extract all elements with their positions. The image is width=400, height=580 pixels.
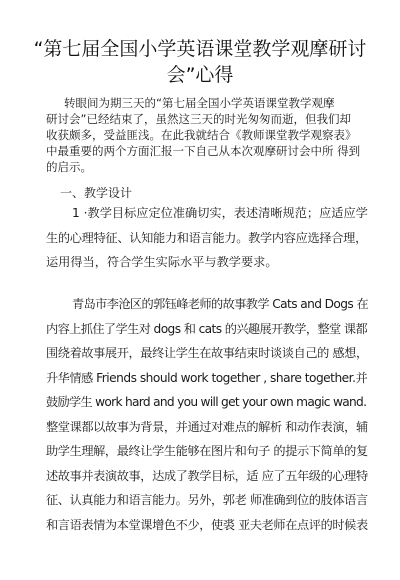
item-1-paragraph <box>46 201 368 275</box>
item-1-line: 1 ·教学目标应定位准确切实，表述清晰规范；应适应学 <box>72 206 368 220</box>
intro-line: 收获颇多，受益匪浅。在此我就结合《教师课堂教学观察表》 <box>46 128 357 142</box>
title-line-1: “第七届全国小学英语课堂教学观摩研讨 <box>33 38 367 60</box>
story-line: 整堂课都以故事为背景，并通过对难点的解析 和动作表演，辅 <box>46 419 368 434</box>
story-line: 述故事并表演故事，达成了教学目标，适 应了五年级的心理特 <box>46 468 368 483</box>
story-line: 内容上抓住了学生对 dogs 和 cats 的兴趣展开教学，整堂 课都 <box>46 321 368 336</box>
story-line: 围绕着故事展开，最终让学生在故事结束时谈谈自己的 感想， <box>46 346 368 360</box>
item-1-line: 生的心理特征、认知能力和语言能力。教学内容应选择合理， <box>46 230 367 245</box>
story-line: 助学生理解，最终让学生能够在图片和句子 的提示下简单的复 <box>46 444 368 458</box>
story-line: 征、认真能力和语言能力。另外，郭老 师准确到位的肢体语言 <box>46 493 368 507</box>
intro-paragraph <box>46 95 368 175</box>
intro-line: 转眼间为期三天的“第七届全国小学英语课堂教学观摩 <box>64 96 335 110</box>
document-title <box>30 36 370 88</box>
item-1-line: 运用得当，符合学生实际水平与教学要求。 <box>46 255 278 269</box>
story-line: 青岛市李沧区的郭钰峰老师的故事教学 Cats and Dogs 在 <box>72 297 369 311</box>
title-line-2: 会”心得 <box>166 64 234 86</box>
intro-line: 研讨会”已经结束了，虽然这三天的时光匆匆而逝，但我们却 <box>46 112 351 126</box>
intro-line: 的启示。 <box>46 160 92 174</box>
intro-line: 中最重要的两个方面汇报一下自己从本次观摩研讨会中所 得到 <box>46 144 361 158</box>
story-line: 和言语表情为本堂课增色不少，使裘 亚夫老师在点评的时候表 <box>46 517 368 532</box>
story-paragraph <box>46 292 368 537</box>
section-heading: 一、教学设计 <box>60 186 133 200</box>
story-line: 鼓励学生 work hard and you will get your own magic wand. <box>46 395 367 409</box>
story-line: 升华情感 Friends should work together , share together.并 <box>46 370 368 385</box>
